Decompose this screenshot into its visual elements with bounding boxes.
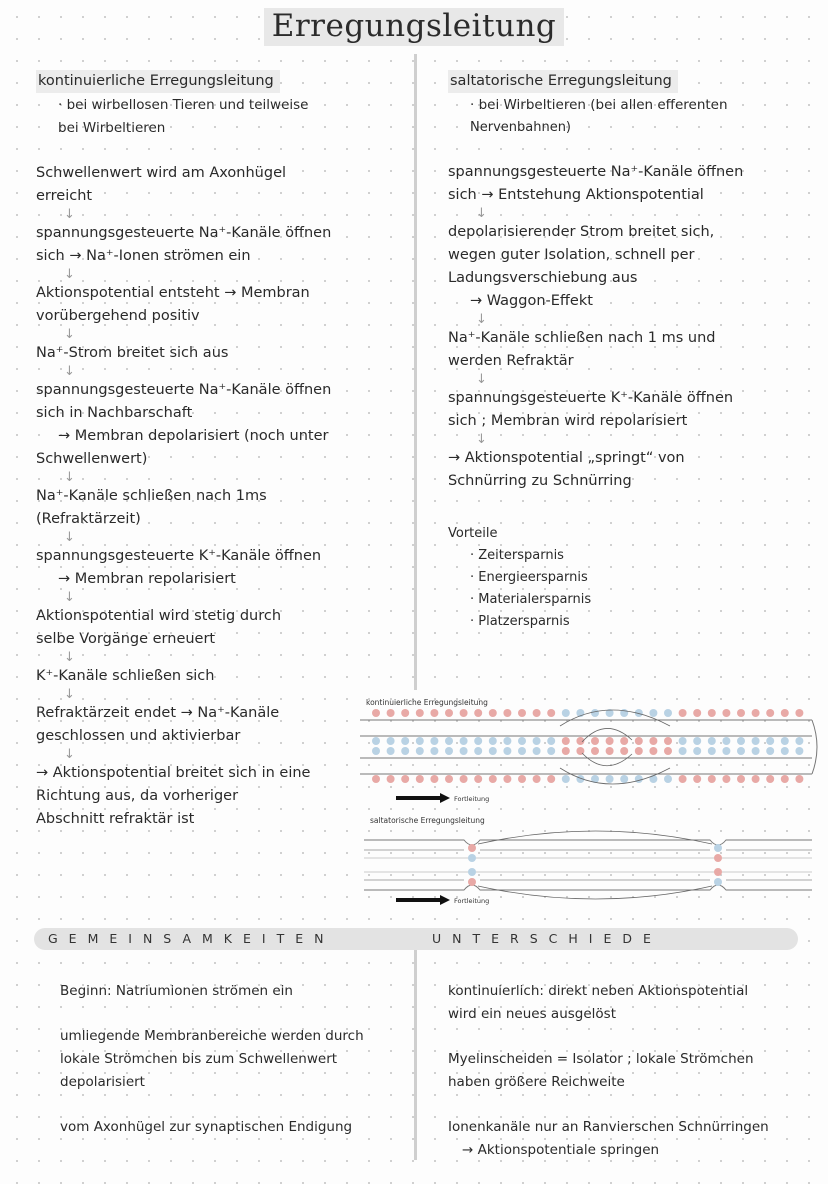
gemeinsamkeit-item-line: lokale Strömchen bis zum Schwellenwert xyxy=(60,1051,338,1067)
vorteile-heading: Vorteile xyxy=(448,526,498,541)
continuous-step xyxy=(36,545,406,591)
ion-charge xyxy=(445,747,453,755)
gemeinsamkeit-item-line: umliegende Membranbereiche werden durch xyxy=(60,1028,364,1044)
section-bar xyxy=(34,928,798,950)
ion-charge xyxy=(708,709,716,717)
ion-charge xyxy=(503,775,511,783)
continuous-step-line: (Refraktärzeit) xyxy=(36,511,141,527)
saltatory-intro-1: · bei Wirbeltieren (bei allen efferenten xyxy=(470,97,728,113)
continuous-step-line: Aktionspotential entsteht → Membran xyxy=(36,285,310,301)
page-title: Erregungsleitung xyxy=(0,8,828,44)
continuous-step-line: sich → Na⁺-Ionen strömen ein xyxy=(36,248,251,264)
ion-charge xyxy=(766,737,774,745)
continuous-step xyxy=(36,222,406,268)
gemeinsamkeit-item xyxy=(60,1116,405,1139)
ion-charge xyxy=(387,709,395,717)
unterschied-item-line: Myelinscheiden = Isolator ; lokale Strömchen xyxy=(448,1051,754,1067)
ion-charge xyxy=(795,775,803,783)
unterschied-item-line: Ionenkanäle nur an Ranvierschen Schnürringen xyxy=(448,1119,769,1135)
down-arrow-icon: ↓ xyxy=(476,206,487,221)
saltatory-step-line: wegen guter Isolation, schnell per xyxy=(448,247,695,263)
down-arrow-icon: ↓ xyxy=(64,364,75,379)
ion-charge xyxy=(474,775,482,783)
down-arrow-icon: ↓ xyxy=(476,372,487,387)
continuous-step-line: K⁺-Kanäle schließen sich xyxy=(36,668,215,684)
ion-charge xyxy=(708,775,716,783)
ion-charge xyxy=(401,775,409,783)
continuous-step-line: → Membran repolarisiert xyxy=(58,571,236,587)
ion-charge xyxy=(387,747,395,755)
saltatory-heading: saltatorische Erregungsleitung xyxy=(448,70,678,93)
gemeinsamkeit-item-line: vom Axonhügel zur synaptischen Endigung xyxy=(60,1119,353,1135)
ion-charge xyxy=(693,737,701,745)
continuous-step-line: selbe Vorgänge erneuert xyxy=(36,631,216,647)
vorteil-item: · Energieersparnis xyxy=(470,570,588,585)
ion-charge xyxy=(518,747,526,755)
ion-charge xyxy=(664,747,672,755)
ion-charge xyxy=(401,747,409,755)
ion-charge xyxy=(781,737,789,745)
continuous-conduction-diagram xyxy=(360,696,822,808)
ion-charge xyxy=(752,747,760,755)
continuous-direction-label: Fortleitung xyxy=(454,795,490,803)
saltatory-step-line: Na⁺-Kanäle schließen nach 1 ms und xyxy=(448,330,716,346)
continuous-step xyxy=(36,162,406,208)
saltatory-step-line: depolarisierender Strom breitet sich, xyxy=(448,224,715,240)
saltatory-diagram-label: saltatorische Erregungsleitung xyxy=(370,816,485,825)
ion-charge xyxy=(562,747,570,755)
continuous-intro-1: · bei wirbellosen Tieren und teilweise xyxy=(58,97,309,113)
ion-charge xyxy=(387,775,395,783)
continuous-step-line: Aktionspotential wird stetig durch xyxy=(36,608,282,624)
column-divider-bottom xyxy=(414,950,417,1160)
ion-charge xyxy=(416,775,424,783)
continuous-step-line: Abschnitt refraktär ist xyxy=(36,811,195,827)
saltatory-step-line: sich ; Membran wird repolarisiert xyxy=(448,413,688,429)
ion-charge xyxy=(795,737,803,745)
continuous-step xyxy=(36,762,406,831)
unterschied-item xyxy=(448,1116,818,1162)
down-arrow-icon: ↓ xyxy=(64,747,75,762)
ion-charge xyxy=(445,737,453,745)
ion-charge xyxy=(708,747,716,755)
saltatory-step-line: werden Refraktär xyxy=(448,353,574,369)
ion-charge xyxy=(562,737,570,745)
ion-charge xyxy=(795,709,803,717)
ion-charge xyxy=(679,747,687,755)
unterschied-item xyxy=(448,1048,818,1094)
down-arrow-icon: ↓ xyxy=(64,530,75,545)
ion-charge xyxy=(591,747,599,755)
down-arrow-icon: ↓ xyxy=(64,470,75,485)
saltatory-step-line: Schnürring zu Schnürring xyxy=(448,473,632,489)
saltatory-conduction-column xyxy=(448,70,808,633)
saltatory-step xyxy=(448,327,808,373)
ion-charge xyxy=(503,737,511,745)
gemeinsamkeiten-heading: GEMEINSAMKEITEN xyxy=(48,931,335,946)
continuous-step xyxy=(36,485,406,531)
ion-charge xyxy=(737,709,745,717)
ion-charge xyxy=(737,737,745,745)
ion-charge xyxy=(460,709,468,717)
ion-charge xyxy=(489,747,497,755)
down-arrow-icon: ↓ xyxy=(476,432,487,447)
ion-charge xyxy=(737,747,745,755)
ion-charge xyxy=(562,709,570,717)
unterschiede-heading: UNTERSCHIEDE xyxy=(432,931,662,946)
down-arrow-icon: ↓ xyxy=(64,267,75,282)
ion-charge xyxy=(766,709,774,717)
gemeinsamkeit-item xyxy=(60,980,405,1003)
ion-charge xyxy=(372,775,380,783)
ion-charge xyxy=(533,747,541,755)
ion-charge xyxy=(474,737,482,745)
ion-charge xyxy=(591,737,599,745)
ion-charge xyxy=(781,775,789,783)
ion-charge xyxy=(547,775,555,783)
ion-charge xyxy=(489,737,497,745)
ion-charge xyxy=(533,737,541,745)
ion-charge xyxy=(547,747,555,755)
ion-charge xyxy=(693,775,701,783)
ion-charge xyxy=(503,747,511,755)
continuous-step-line: vorübergehend positiv xyxy=(36,308,200,324)
saltatory-step-line: spannungsgesteuerte K⁺-Kanäle öffnen xyxy=(448,390,734,406)
ion-charge xyxy=(372,709,380,717)
ion-charge xyxy=(474,747,482,755)
ion-charge xyxy=(620,775,628,783)
continuous-conduction-column xyxy=(36,70,406,831)
ion-charge xyxy=(474,709,482,717)
ion-charge xyxy=(722,737,730,745)
unterschied-item xyxy=(448,980,818,1026)
continuous-step xyxy=(36,379,406,471)
ion-charge xyxy=(445,775,453,783)
ion-charge xyxy=(795,747,803,755)
ion-charge xyxy=(679,709,687,717)
ion-charge xyxy=(752,775,760,783)
ion-charge xyxy=(591,709,599,717)
ion-charge xyxy=(518,709,526,717)
ion-charge xyxy=(635,737,643,745)
continuous-intro-2: bei Wirbeltieren xyxy=(58,120,166,136)
ion-charge xyxy=(620,737,628,745)
continuous-step xyxy=(36,702,406,748)
saltatory-step xyxy=(448,161,808,207)
saltatory-step xyxy=(448,447,808,493)
continuous-step-line: → Membran depolarisiert (noch unter xyxy=(58,428,329,444)
continuous-step-line: Na⁺-Strom breitet sich aus xyxy=(36,345,229,361)
ion-charge xyxy=(635,747,643,755)
saltatory-intro-2: Nervenbahnen) xyxy=(470,120,572,135)
ion-charge xyxy=(489,775,497,783)
ion-charge xyxy=(416,747,424,755)
ion-charge xyxy=(635,775,643,783)
ion-charge xyxy=(518,737,526,745)
ion-charge xyxy=(649,737,657,745)
ion-charge xyxy=(693,747,701,755)
ion-charge xyxy=(518,775,526,783)
ion-charge xyxy=(372,737,380,745)
continuous-step xyxy=(36,605,406,651)
ion-charge xyxy=(430,737,438,745)
ion-charge xyxy=(562,775,570,783)
continuous-step-line: Schwellenwert) xyxy=(36,451,148,467)
ion-charge xyxy=(503,709,511,717)
continuous-step-line: erreicht xyxy=(36,188,93,204)
ion-charge xyxy=(547,709,555,717)
vorteil-item: · Platzersparnis xyxy=(470,614,570,629)
ion-charge xyxy=(693,709,701,717)
saltatory-steps xyxy=(448,161,808,493)
unterschied-item-line: haben größere Reichweite xyxy=(448,1074,625,1090)
ion-charge xyxy=(430,709,438,717)
ion-charge xyxy=(547,737,555,745)
ion-charge xyxy=(664,709,672,717)
saltatory-step-line: → Aktionspotential „springt“ von xyxy=(448,450,685,466)
ion-charge xyxy=(430,775,438,783)
continuous-step-line: → Aktionspotential breitet sich in eine xyxy=(36,765,311,781)
saltatory-conduction-diagram xyxy=(360,814,822,914)
continuous-diagram-label: kontinuierliche Erregungsleitung xyxy=(366,698,488,707)
gemeinsamkeit-item-line: depolarisiert xyxy=(60,1074,145,1090)
ion-charge xyxy=(606,775,614,783)
unterschiede-list xyxy=(448,980,818,1184)
ion-charge xyxy=(649,747,657,755)
saltatory-direction-label: Fortleitung xyxy=(454,897,490,905)
ion-charge xyxy=(620,747,628,755)
ion-charge xyxy=(416,709,424,717)
vorteil-item: · Zeitersparnis xyxy=(470,548,564,563)
ion-charge xyxy=(445,709,453,717)
down-arrow-icon: ↓ xyxy=(64,590,75,605)
down-arrow-icon: ↓ xyxy=(64,687,75,702)
saltatory-step xyxy=(448,221,808,313)
saltatory-step-line: Ladungsverschiebung aus xyxy=(448,270,638,286)
ion-charge xyxy=(679,775,687,783)
ion-charge xyxy=(766,747,774,755)
ion-charge xyxy=(781,747,789,755)
ion-charge xyxy=(430,747,438,755)
ion-charge xyxy=(766,775,774,783)
continuous-step-line: Refraktärzeit endet → Na⁺-Kanäle xyxy=(36,705,280,721)
ion-charge xyxy=(489,709,497,717)
ion-charge xyxy=(533,775,541,783)
down-arrow-icon: ↓ xyxy=(64,650,75,665)
saltatory-step-line: spannungsgesteuerte Na⁺-Kanäle öffnen xyxy=(448,164,744,180)
gemeinsamkeiten-list xyxy=(60,980,405,1161)
down-arrow-icon: ↓ xyxy=(476,312,487,327)
gemeinsamkeit-item xyxy=(60,1025,405,1094)
continuous-step-line: geschlossen und aktivierbar xyxy=(36,728,241,744)
ion-charge xyxy=(722,747,730,755)
continuous-step xyxy=(36,342,406,365)
ion-charge xyxy=(416,737,424,745)
continuous-step-line: spannungsgesteuerte Na⁺-Kanäle öffnen xyxy=(36,225,332,241)
continuous-step xyxy=(36,282,406,328)
ion-charge xyxy=(737,775,745,783)
ion-charge xyxy=(722,775,730,783)
unterschied-item-line: kontinuierlich: direkt neben Aktionspotential xyxy=(448,983,749,999)
ion-charge xyxy=(401,737,409,745)
unterschied-item-line: wird ein neues ausgelöst xyxy=(448,1006,616,1022)
ion-charge xyxy=(372,747,380,755)
ion-charge xyxy=(649,709,657,717)
down-arrow-icon: ↓ xyxy=(64,207,75,222)
continuous-step-line: spannungsgesteuerte K⁺-Kanäle öffnen xyxy=(36,548,322,564)
continuous-steps xyxy=(36,162,406,831)
continuous-heading: kontinuierliche Erregungsleitung xyxy=(36,70,280,93)
down-arrow-icon: ↓ xyxy=(64,327,75,342)
saltatory-step-line: → Waggon-Effekt xyxy=(470,293,593,309)
continuous-step-line: Na⁺-Kanäle schließen nach 1ms xyxy=(36,488,267,504)
ion-charge xyxy=(752,709,760,717)
ion-charge xyxy=(401,709,409,717)
saltatory-step xyxy=(448,387,808,433)
ion-charge xyxy=(460,737,468,745)
ion-charge xyxy=(649,775,657,783)
continuous-step xyxy=(36,665,406,688)
ion-charge xyxy=(752,737,760,745)
unterschied-item-line: → Aktionspotentiale springen xyxy=(462,1142,660,1158)
vorteil-item: · Materialersparnis xyxy=(470,592,592,607)
ion-charge xyxy=(606,737,614,745)
continuous-step-line: sich in Nachbarschaft xyxy=(36,405,193,421)
continuous-step-line: spannungsgesteuerte Na⁺-Kanäle öffnen xyxy=(36,382,332,398)
ion-charge xyxy=(460,747,468,755)
ion-charge xyxy=(606,747,614,755)
ion-charge xyxy=(679,737,687,745)
ion-charge xyxy=(664,775,672,783)
ion-charge xyxy=(722,709,730,717)
gemeinsamkeit-item-line: Beginn: Natriumionen strömen ein xyxy=(60,983,293,999)
ion-charge xyxy=(387,737,395,745)
saltatory-step-line: sich → Entstehung Aktionspotential xyxy=(448,187,704,203)
ion-charge xyxy=(533,709,541,717)
continuous-step-line: Richtung aus, da vorheriger xyxy=(36,788,239,804)
column-divider-top xyxy=(414,54,417,690)
ion-charge xyxy=(460,775,468,783)
continuous-step-line: Schwellenwert wird am Axonhügel xyxy=(36,165,287,181)
ion-charge xyxy=(708,737,716,745)
ion-charge xyxy=(664,737,672,745)
ion-charge xyxy=(781,709,789,717)
